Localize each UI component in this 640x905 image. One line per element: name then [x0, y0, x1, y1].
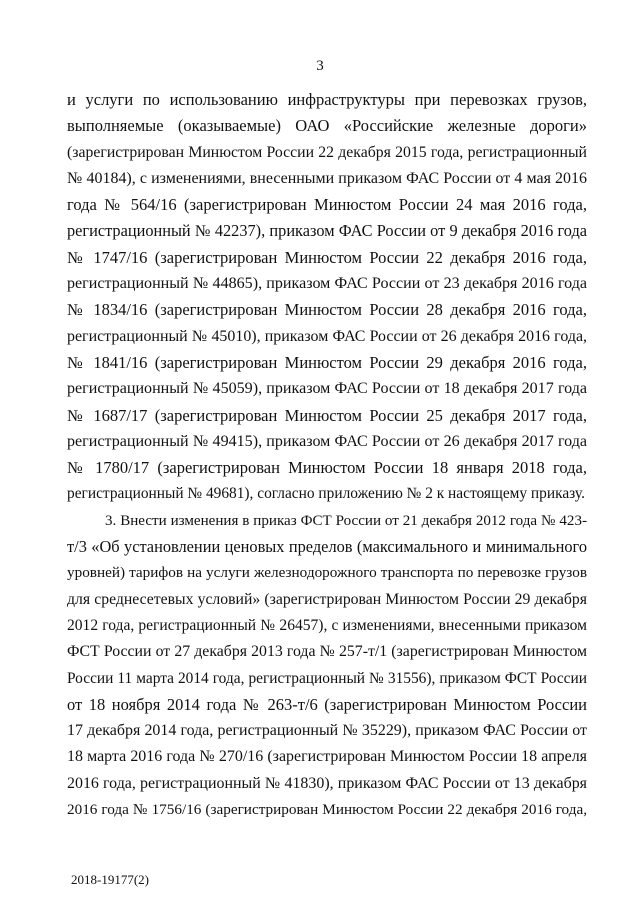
paragraph-3-line: от 18 ноября 2014 года № 263-т/6 (зарегистрирован Минюстом России	[67, 694, 587, 714]
paragraph-2-line: № 1834/16 (зарегистрирован Минюстом России 28 декабря 2016 года,	[67, 300, 587, 320]
paragraph-3-line: 2012 года, регистрационный № 26457), с изменениями, внесенными приказом	[67, 616, 587, 634]
paragraph-2-line: и услуги по использованию инфраструктуры при перевозках грузов,	[67, 90, 587, 109]
paragraph-2-line: № 1747/16 (зарегистрирован Минюстом России 22 декабря 2016 года,	[67, 247, 587, 267]
page-number: 3	[316, 58, 324, 74]
paragraph-3-line: т/3 «Об установлении ценовых пределов (максимального и минимального	[67, 537, 587, 557]
paragraph-3-line: ФСТ России от 27 декабря 2013 года № 257-т/1 (зарегистрирован Минюстом	[67, 643, 587, 661]
paragraph-2-line: регистрационный № 42237), приказом ФАС России от 9 декабря 2016 года	[67, 221, 587, 241]
paragraph-3-line: 18 марта 2016 года № 270/16 (зарегистрирован Минюстом России 18 апреля	[67, 748, 587, 766]
paragraph-2-line: выполняемые (оказываемые) ОАО «Российские железные дороги»	[67, 116, 587, 136]
paragraph-2-line: № 1780/17 (зарегистрирован Минюстом России 18 января 2018 года,	[67, 458, 587, 478]
paragraph-3-line: 2016 года № 1756/16 (зарегистрирован Минюстом России 22 декабря 2016 года,	[67, 801, 587, 819]
paragraph-3-line: 2016 года, регистрационный № 41830), приказом ФАС России от 13 декабря	[67, 774, 587, 792]
paragraph-3-line: уровней) тарифов на услуги железнодорожного транспорта по перевозке грузов	[67, 564, 587, 582]
document-code: 2018-19177(2)	[71, 872, 149, 887]
paragraph-2-line: регистрационный № 49415), приказом ФАС России от 26 декабря 2017 года	[67, 432, 587, 450]
paragraph-2-line: регистрационный № 44865), приказом ФАС России от 23 декабря 2016 года	[67, 275, 587, 293]
paragraph-2-line: года № 564/16 (зарегистрирован Минюстом России 24 мая 2016 года,	[67, 195, 587, 215]
paragraph-2-line: (зарегистрирован Минюстом России 22 декабря 2015 года, регистрационный	[67, 143, 587, 161]
paragraph-2-line: регистрационный № 45010), приказом ФАС России от 26 декабря 2016 года,	[67, 327, 587, 345]
document-body	[67, 87, 587, 823]
paragraph-3-line: России 11 марта 2014 года, регистрационный № 31556), приказом ФСТ России	[67, 669, 587, 687]
paragraph-2-line: регистрационный № 49681), согласно приложению № 2 к настоящему приказу.	[67, 485, 585, 503]
paragraph-2-line: № 40184), с изменениями, внесенными приказом ФАС России от 4 мая 2016	[67, 169, 587, 187]
paragraph-2-line: регистрационный № 45059), приказом ФАС России от 18 декабря 2017 года	[67, 380, 587, 398]
paragraph-2-line: № 1687/17 (зарегистрирован Минюстом России 25 декабря 2017 года,	[67, 405, 587, 425]
paragraph-3-line: для среднесетевых условий» (зарегистрирован Минюстом России 29 декабря	[67, 590, 587, 608]
paragraph-3-line: 3. Внести изменения в приказ ФСТ России от 21 декабря 2012 года № 423-	[105, 512, 587, 529]
paragraph-3-line: 17 декабря 2014 года, регистрационный № 35229), приказом ФАС России от	[67, 722, 587, 740]
paragraph-2-line: № 1841/16 (зарегистрирован Минюстом России 29 декабря 2016 года,	[67, 352, 587, 372]
